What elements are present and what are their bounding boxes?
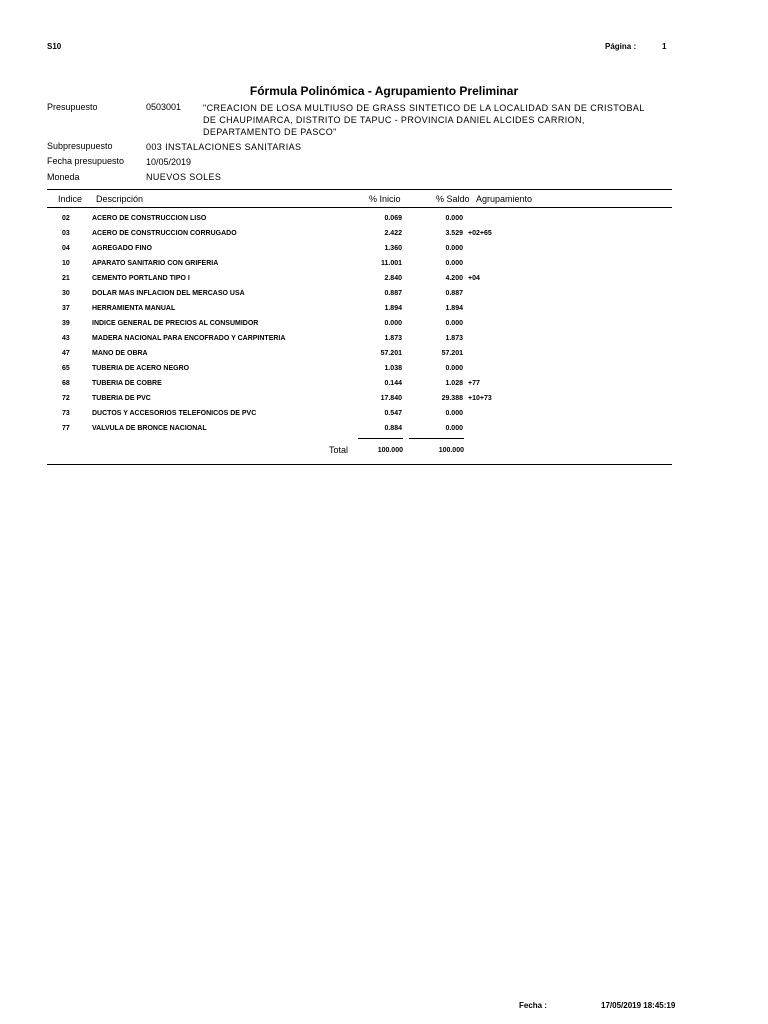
presupuesto-desc-line-3: DEPARTAMENTO DE PASCO" [203,127,337,137]
row-inicio: 17.840 [380,395,402,402]
row-inicio: 0.884 [384,425,402,432]
row-inicio: 11.001 [380,260,402,267]
row-indice: 65 [62,365,70,372]
table-top-rule [47,189,672,190]
presupuesto-label: Presupuesto [47,102,98,112]
row-indice: 43 [62,335,70,342]
row-inicio: 0.887 [384,290,402,297]
moneda-label: Moneda [47,172,80,182]
col-header-saldo: % Saldo [436,194,470,204]
table-row [47,380,672,395]
footer-fecha-label: Fecha : [519,1001,548,1010]
row-descripcion: HERRAMIENTA MANUAL [92,305,176,312]
row-saldo: 4.200 [445,275,463,282]
page-title: Fórmula Polinómica - Agrupamiento Preliminar [249,84,519,98]
row-agrupamiento: +04 [468,275,480,282]
row-descripcion: DUCTOS Y ACCESORIOS TELEFONICOS DE PVC [92,410,257,417]
row-indice: 72 [62,395,70,402]
row-saldo: 0.887 [445,290,463,297]
row-indice: 03 [62,230,70,237]
table-row [47,290,672,305]
report-code: S10 [47,42,62,51]
row-inicio: 1.873 [384,335,402,342]
row-descripcion: ACERO DE CONSTRUCCION CORRUGADO [92,230,237,237]
row-descripcion: TUBERIA DE COBRE [92,380,162,387]
fecha-presupuesto-value: 10/05/2019 [146,157,192,167]
row-saldo: 0.000 [445,425,463,432]
row-saldo: 0.000 [445,365,463,372]
row-inicio: 1.038 [384,365,402,372]
row-saldo: 1.873 [445,335,463,342]
col-header-inicio: % Inicio [369,194,401,204]
row-saldo: 0.000 [445,410,463,417]
row-inicio: 0.547 [384,410,402,417]
col-header-indice: Indice [58,194,83,204]
table-row [47,305,672,320]
presupuesto-desc-line-2: DE CHAUPIMARCA, DISTRITO DE TAPUC - PROVINCIA DANIEL ALCIDES CARRION, [203,115,585,125]
row-indice: 73 [62,410,70,417]
row-indice: 02 [62,215,70,222]
row-indice: 10 [62,260,70,267]
row-saldo: 1.028 [445,380,463,387]
row-descripcion: CEMENTO PORTLAND TIPO I [92,275,190,282]
row-inicio: 2.840 [384,275,402,282]
table-row [47,275,672,290]
presupuesto-desc-line-1: "CREACION DE LOSA MULTIUSO DE GRASS SINTETICO DE LA LOCALIDAD SAN DE CRISTOBAL [203,103,645,113]
subpresupuesto-label: Subpresupuesto [47,141,113,151]
row-saldo: 1.894 [445,305,463,312]
row-descripcion: INDICE GENERAL DE PRECIOS AL CONSUMIDOR [92,320,259,327]
row-inicio: 0.000 [384,320,402,327]
row-inicio: 1.360 [384,245,402,252]
footer-fecha-value: 17/05/2019 18:45:19 [601,1001,676,1010]
table-row [47,410,672,425]
total-label: Total [329,445,349,455]
total-saldo: 100.000 [438,447,464,454]
row-indice: 37 [62,305,70,312]
table-row [47,230,672,245]
row-descripcion: ACERO DE CONSTRUCCION LISO [92,215,207,222]
table-row [47,335,672,350]
row-inicio: 2.422 [384,230,402,237]
row-descripcion: TUBERIA DE ACERO NEGRO [92,365,190,372]
table-row [47,215,672,230]
total-saldo-rule [409,438,464,439]
row-descripcion: MADERA NACIONAL PARA ENCOFRADO Y CARPINTERIA [92,335,286,342]
row-indice: 39 [62,320,70,327]
row-saldo: 3.529 [445,230,463,237]
row-indice: 77 [62,425,70,432]
moneda-value: NUEVOS SOLES [146,172,222,182]
row-agrupamiento: +10+73 [468,395,492,402]
presupuesto-code: 0503001 [146,102,182,112]
row-inicio: 57.201 [380,350,402,357]
row-saldo: 57.201 [441,350,463,357]
row-saldo: 0.000 [445,245,463,252]
row-indice: 47 [62,350,70,357]
row-indice: 04 [62,245,70,252]
row-saldo: 0.000 [445,260,463,267]
row-agrupamiento: +02+65 [468,230,492,237]
col-header-agrupamiento: Agrupamiento [476,194,533,204]
table-header-rule [47,207,672,208]
row-agrupamiento: +77 [468,380,480,387]
table-row [47,245,672,260]
table-row [47,350,672,365]
row-descripcion: MANO DE OBRA [92,350,148,357]
subpresupuesto-value: 003 INSTALACIONES SANITARIAS [146,142,302,152]
row-inicio: 1.894 [384,305,402,312]
row-inicio: 0.069 [384,215,402,222]
table-row [47,365,672,380]
row-indice: 68 [62,380,70,387]
col-header-descripcion: Descripción [96,194,144,204]
table-row [47,260,672,275]
row-descripcion: DOLAR MAS INFLACION DEL MERCASO USA [92,290,245,297]
row-descripcion: APARATO SANITARIO CON GRIFERIA [92,260,219,267]
row-saldo: 0.000 [445,215,463,222]
table-bottom-rule [47,464,672,465]
row-inicio: 0.144 [384,380,402,387]
row-descripcion: VALVULA DE BRONCE NACIONAL [92,425,207,432]
fecha-presupuesto-label: Fecha presupuesto [47,156,125,166]
page-number: 1 [662,42,667,51]
table-row [47,395,672,410]
row-descripcion: AGREGADO FINO [92,245,152,252]
total-inicio-rule [358,438,403,439]
row-descripcion: TUBERIA DE PVC [92,395,151,402]
row-indice: 30 [62,290,70,297]
row-saldo: 0.000 [445,320,463,327]
page-label: Página : [605,42,637,51]
total-inicio: 100.000 [377,447,403,454]
row-saldo: 29.388 [441,395,463,402]
table-row [47,320,672,335]
row-indice: 21 [62,275,70,282]
